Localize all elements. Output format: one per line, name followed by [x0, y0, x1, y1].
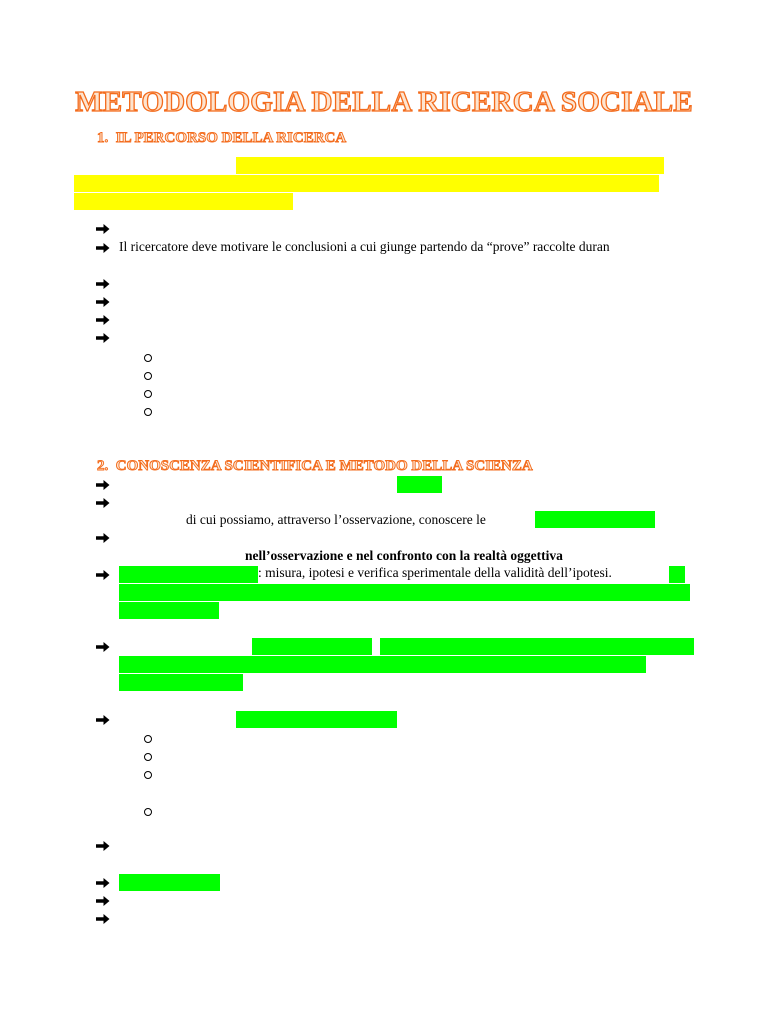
highlight-green [535, 511, 655, 528]
arrow-bullet-icon [96, 332, 110, 344]
section-2-heading [97, 458, 533, 475]
highlight-green [119, 566, 258, 583]
arrow-bullet-icon [96, 913, 110, 925]
section-2-title: CONOSCENZA SCIENTIFICA E METODO DELLA SCIENZA [115, 458, 533, 474]
circle-bullet-icon [144, 735, 152, 743]
highlight-yellow [236, 157, 664, 174]
arrow-bullet-icon [96, 223, 110, 235]
circle-bullet-icon [144, 372, 152, 380]
arrow-bullet-icon [96, 877, 110, 889]
highlight-green [119, 874, 220, 891]
arrow-bullet-icon [96, 479, 110, 491]
highlight-green [397, 476, 442, 493]
section-2-number: 2. [97, 458, 109, 474]
arrow-bullet-icon [96, 840, 110, 852]
circle-bullet-icon [144, 753, 152, 761]
highlight-green [236, 711, 397, 728]
paragraph-text: Il ricercatore deve motivare le conclusioni a cui giunge partendo da “prove” raccolte duran [119, 239, 610, 254]
arrow-bullet-icon [96, 895, 110, 907]
arrow-bullet-icon [96, 714, 110, 726]
highlight-green [252, 638, 372, 655]
document-title: METODOLOGIA DELLA RICERCA SOCIALE [75, 86, 693, 118]
highlight-green [119, 602, 219, 619]
circle-bullet-icon [144, 408, 152, 416]
arrow-bullet-icon [96, 497, 110, 509]
highlight-green [380, 638, 694, 655]
highlight-green [119, 584, 690, 601]
section-1-number: 1. [97, 130, 109, 146]
arrow-bullet-icon [96, 569, 110, 581]
arrow-bullet-icon [96, 296, 110, 308]
paragraph-bold-text: nell’osservazione e nel confronto con la realtà oggettiva [245, 548, 563, 563]
highlight-yellow [74, 175, 659, 192]
highlight-green [669, 566, 685, 583]
circle-bullet-icon [144, 390, 152, 398]
paragraph-text: : misura, ipotesi e verifica sperimentale della validità dell’ipotesi. [258, 565, 612, 580]
circle-bullet-icon [144, 808, 152, 816]
arrow-bullet-icon [96, 641, 110, 653]
arrow-bullet-icon [96, 314, 110, 326]
highlight-yellow [74, 193, 293, 210]
paragraph-text: di cui possiamo, attraverso l’osservazione, conoscere le [186, 512, 486, 527]
section-1-title: IL PERCORSO DELLA RICERCA [115, 130, 347, 146]
circle-bullet-icon [144, 354, 152, 362]
highlight-green [119, 674, 243, 691]
arrow-bullet-icon [96, 242, 110, 254]
arrow-bullet-icon [96, 278, 110, 290]
section-1-heading [97, 130, 346, 147]
highlight-green [119, 656, 646, 673]
arrow-bullet-icon [96, 532, 110, 544]
circle-bullet-icon [144, 771, 152, 779]
